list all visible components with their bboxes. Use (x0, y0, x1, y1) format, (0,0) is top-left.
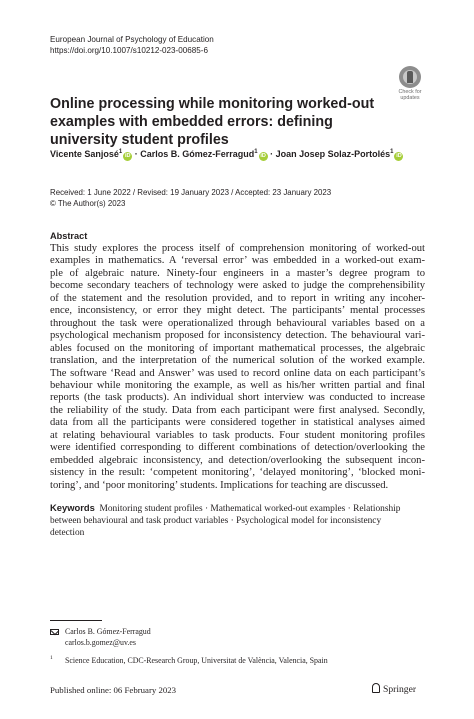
abstract-line: reports (the task products). An individual short interview was conducted to increase (50, 392, 425, 404)
abstract-line: data from all the participants were considered together in statistical analyses aimed (50, 417, 425, 429)
abstract-line: examples in mathematics. A ‘reversal error’ was embedded in a worked-out exam- (50, 255, 425, 267)
orcid-icon[interactable]: iD (396, 153, 402, 159)
crossmark-label: Check for updates (398, 89, 422, 101)
submission-dates: Received: 1 June 2022 / Revised: 19 January 2023 / Accepted: 23 January 2023 (50, 188, 332, 197)
abstract-line: The software ‘Read and Answer’ was used to record online data on each participant’s (50, 367, 425, 379)
author-separator: · (132, 149, 141, 159)
publisher-logo[interactable] (372, 683, 416, 695)
springer-horse-icon (372, 683, 380, 693)
abstract-heading: Abstract (50, 231, 88, 241)
keywords-label: Keywords (50, 502, 95, 513)
crossmark-badge[interactable] (393, 66, 427, 102)
abstract-line: behaviour while monitoring the example, as well as his/her written partial and final (50, 379, 425, 391)
abstract-body (50, 243, 425, 492)
author-affiliation-marker: 1 (118, 149, 123, 155)
article-title: Online processing while monitoring worked-out examples with embedded errors: defining university student profiles (50, 96, 375, 148)
keywords-line: Monitoring student profiles · Mathematical worked-out examples · Relationship (99, 504, 401, 514)
abstract-line: sistency in the result: ‘competent monitoring’, ‘delayed monitoring’, ‘blocked moni- (50, 467, 425, 479)
abstract-line: of the statement and the resolution provided, and to report in writing any incoher- (50, 292, 425, 304)
abstract-line: toring’, and ‘poor monitoring’ students. Implications for teaching are discussed. (50, 479, 389, 491)
abstract-line: the reliability of the study. Data from each participant were first analysed. Secondly, (50, 404, 425, 416)
author-name: Joan Josep Solaz-Portolés (275, 149, 391, 159)
doi-link[interactable]: https://doi.org/10.1007/s10212-023-00685-6 (50, 46, 208, 55)
copyright-notice: © The Author(s) 2023 (50, 199, 126, 208)
abstract-line: ple of algebraic nature. Ninety-four engineers in a master’s degree program to (50, 267, 425, 279)
crossmark-icon (399, 66, 421, 88)
abstract-line: psychological mechanism proposed for inconsistency detection. The behavioural vari- (50, 330, 425, 342)
keywords-line: detection (50, 528, 85, 538)
corresponding-author-email[interactable]: carlos.b.gomez@uv.es (65, 637, 136, 647)
author-name: Carlos B. Gómez-Ferragud (140, 149, 255, 159)
affiliation-text: Science Education, CDC-Research Group, Universitat de València, Valencia, Spain (65, 656, 328, 665)
abstract-line: ables focused on the monitoring of important mathematical processes, the algebraic (50, 342, 425, 354)
abstract-line: translation, and the interpretation of the numerical solution of the worked example. (50, 355, 425, 367)
orcid-icon[interactable]: iD (124, 153, 131, 159)
envelope-icon (50, 629, 59, 635)
author-name: Vicente Sanjosé (50, 149, 119, 159)
footnote-divider (50, 620, 102, 621)
abstract-line: ence, inconsistency, or error they might detect. The participants’ mental processes (50, 305, 425, 317)
orcid-icon[interactable]: iD (260, 153, 266, 159)
author-affiliation-marker: 1 (254, 149, 258, 155)
keywords-block (50, 502, 430, 539)
journal-name: European Journal of Psychology of Education (50, 35, 214, 44)
abstract-line: throughout the task were operationalized through behavioural variables based on a (50, 317, 425, 329)
abstract-line: embedded algebraic inconsistency, and detection/overlooking the subsequent incon- (50, 454, 425, 466)
published-date: Published online: 06 February 2023 (50, 685, 177, 695)
abstract-line: become secondary teachers of technology were asked to judge the comprehensibility (50, 280, 425, 292)
author-list (50, 148, 403, 161)
abstract-line: were identified corresponding to different combinations of detection/overlooking the (50, 442, 425, 454)
abstract-line: at relating behavioural variables to task products. Four student monitoring profiles (50, 429, 425, 441)
publisher-name: Springer (383, 684, 417, 695)
affiliation-number: 1 (50, 655, 53, 661)
author-affiliation-marker: 1 (390, 149, 394, 155)
corresponding-author-name: Carlos B. Gómez-Ferragud (65, 627, 151, 636)
author-separator: · (267, 149, 276, 159)
article-history (50, 187, 331, 209)
journal-header (50, 34, 214, 56)
keywords-line: between behavioural and task product variables · Psychological model for inconsistency (50, 516, 382, 526)
abstract-line: This study explores the process itself of comprehension monitoring of worked-out (50, 243, 425, 254)
